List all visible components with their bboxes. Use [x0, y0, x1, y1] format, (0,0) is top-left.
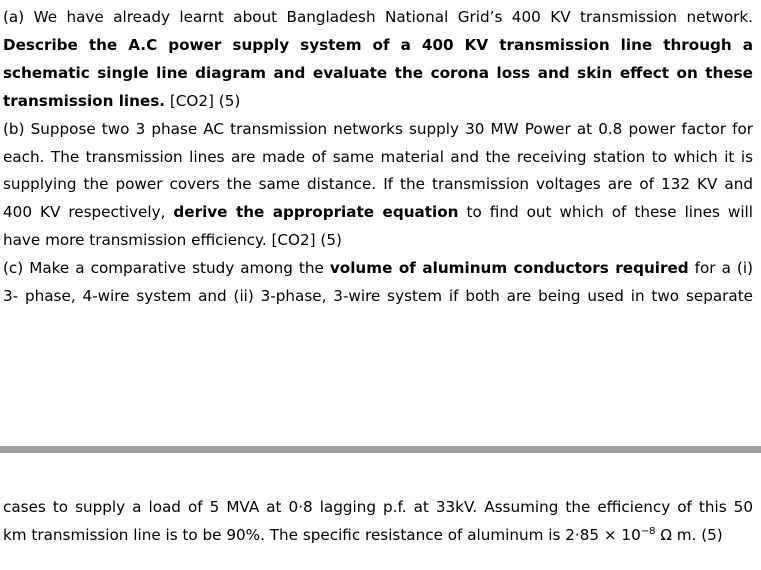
part-a-line-1: (a) We have already learnt about Bangladesh National Grid’s 400 KV transmission network.	[3, 8, 753, 26]
part-c-bold-phrase: volume of aluminum conductors required	[329, 259, 689, 278]
part-a-marks: [CO2] (5)	[165, 91, 241, 110]
part-b-line-4-end: to find out which of these lines will	[458, 203, 753, 222]
part-b-bold-phrase: derive the appropriate equation	[173, 203, 459, 222]
part-c-line-4	[3, 522, 753, 550]
part-a-line-4	[3, 88, 753, 116]
part-c-line-1-start: (c) Make a comparative study among the	[3, 259, 330, 278]
question-text-top	[3, 4, 753, 311]
part-a-line-2: Describe the A.C power supply system of a 400 KV transmission line through a	[3, 35, 753, 54]
part-b-line-2: each. The transmission lines are made of same material and the receiving station to which it is	[3, 147, 753, 166]
part-c-line-4-end: Ω m. (5)	[655, 525, 723, 544]
part-c-line-1	[3, 255, 753, 283]
part-b-line-5: have more transmission efficiency. [CO2] (5)	[3, 231, 342, 250]
exponent: −8	[640, 525, 656, 537]
page-break-divider	[0, 446, 761, 453]
part-c-line-3: cases to supply a load of 5 MVA at 0·8 lagging p.f. at 33kV. Assuming the efficiency of this 50	[3, 498, 753, 516]
part-a-line-3: schematic single line diagram and evaluate the corona loss and skin effect on these	[3, 63, 753, 82]
part-c-line-1-end: for a (i)	[688, 259, 753, 278]
part-b-line-3: supplying the power covers the same distance. If the transmission voltages are of 132 KV and	[3, 175, 753, 194]
part-a-bold-phrase: transmission lines.	[3, 91, 166, 110]
part-c-line-2: 3- phase, 4-wire system and (ii) 3-phase, 3-wire system if both are being used in two separate	[3, 287, 753, 306]
part-b-line-1: (b) Suppose two 3 phase AC transmission networks supply 30 MW Power at 0.8 power factor for	[3, 119, 753, 138]
part-b-line-4-start: 400 KV respectively,	[3, 203, 174, 222]
part-b-line-4	[3, 199, 753, 227]
part-c-line-4-start: km transmission line is to be 90%. The specific resistance of aluminum is 2·85 × 10	[3, 525, 641, 544]
question-text-bottom	[3, 494, 753, 550]
